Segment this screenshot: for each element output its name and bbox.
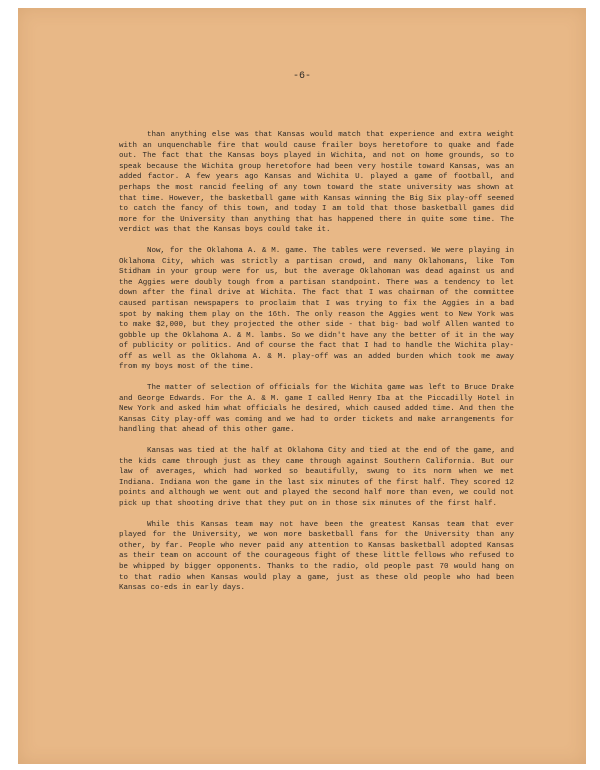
paragraph-3: The matter of selection of officials for the Wichita game was left to Bruce Drake and George Edwards. For the A. & M. game I called Henry Iba at the Piccadilly Hotel in New York and asked him what officials he desired, which caused added time. And then the Kansas City play-off was coming and we had to order tickets and make arrangements for handling that ahead of this other game.: [119, 384, 514, 435]
page-number: -6-: [292, 71, 311, 82]
paragraph-1: than anything else was that Kansas would match that experience and extra weight with an unquenchable fire that would cause frailer boys heretofore to quake and fade out. The fact that the Kansas boys played in Wichita, and not on home grounds, so to speak because the Wichita group heretofore had been very hostile toward Kansas, was an added factor. A few years ago Kansas and Wichita U. played a game of football, and perhaps the most rancid feeling of any town toward the state university was shown at that time. However, the basketball game with Kansas winning the Big Six play-off seemed to catch the fancy of this town, and today I am told that those basketball games did more for the University than anything that has happened there in quite some time. The verdict was that the Kansas boys could take it.: [119, 131, 514, 235]
document-page: [18, 8, 586, 764]
letter-body: [119, 130, 514, 604]
paragraph-5: While this Kansas team may not have been the greatest Kansas team that ever played for the University, we won more basketball fans for the University than any other, by far. People who never paid any attention to Kansas basketball adopted Kansas as their team on account of the courageous fight of these little fellows who refused to be whipped by bigger opponents. Thanks to the radio, old people past 70 would hang on to that radio when Kansas would play a game, just as these old people who had been Kansas co-eds in early days.: [119, 520, 514, 593]
paragraph-2: Now, for the Oklahoma A. & M. game. The tables were reversed. We were playing in Oklahoma City, which was strictly a partisan crowd, and many Oklahomans, like Tom Stidham in your group were for us, but the average Oklahoman was dead against us and the Aggies were doubly tough from a partisan standpoint. There was a tendency to let down after the final drive at Wichita. The fact that I was chairman of the committee caused partisan newspapers to proclaim that I was trying to fix the Aggies in a bad spot by making them play on the 16th. The only reason the Aggies went to New York was to make $2,000, but they projected the other side - that big- bad wolf Allen wanted to gobble up the Oklahoma A. & M. lambs. So we didn't have any the better of it in the way of publicity or politics. And of course the fact that I had to handle the Wichita play-off as well as the Oklahoma A. & M. play-off was an added burden which took me away from my boys most of the time.: [119, 246, 514, 372]
paragraph-4: Kansas was tied at the half at Oklahoma City and tied at the end of the game, and the kids came through just as they came through against Southern California. But our law of averages, which had worked so beautifully, swung to its norm when we met Indiana. Indiana won the game in the last six minutes of the first half. They scored 12 points and although we went out and played the second half more than even, we could not pick up that shooting drive that they put on in those six minutes of the first half.: [119, 447, 514, 508]
